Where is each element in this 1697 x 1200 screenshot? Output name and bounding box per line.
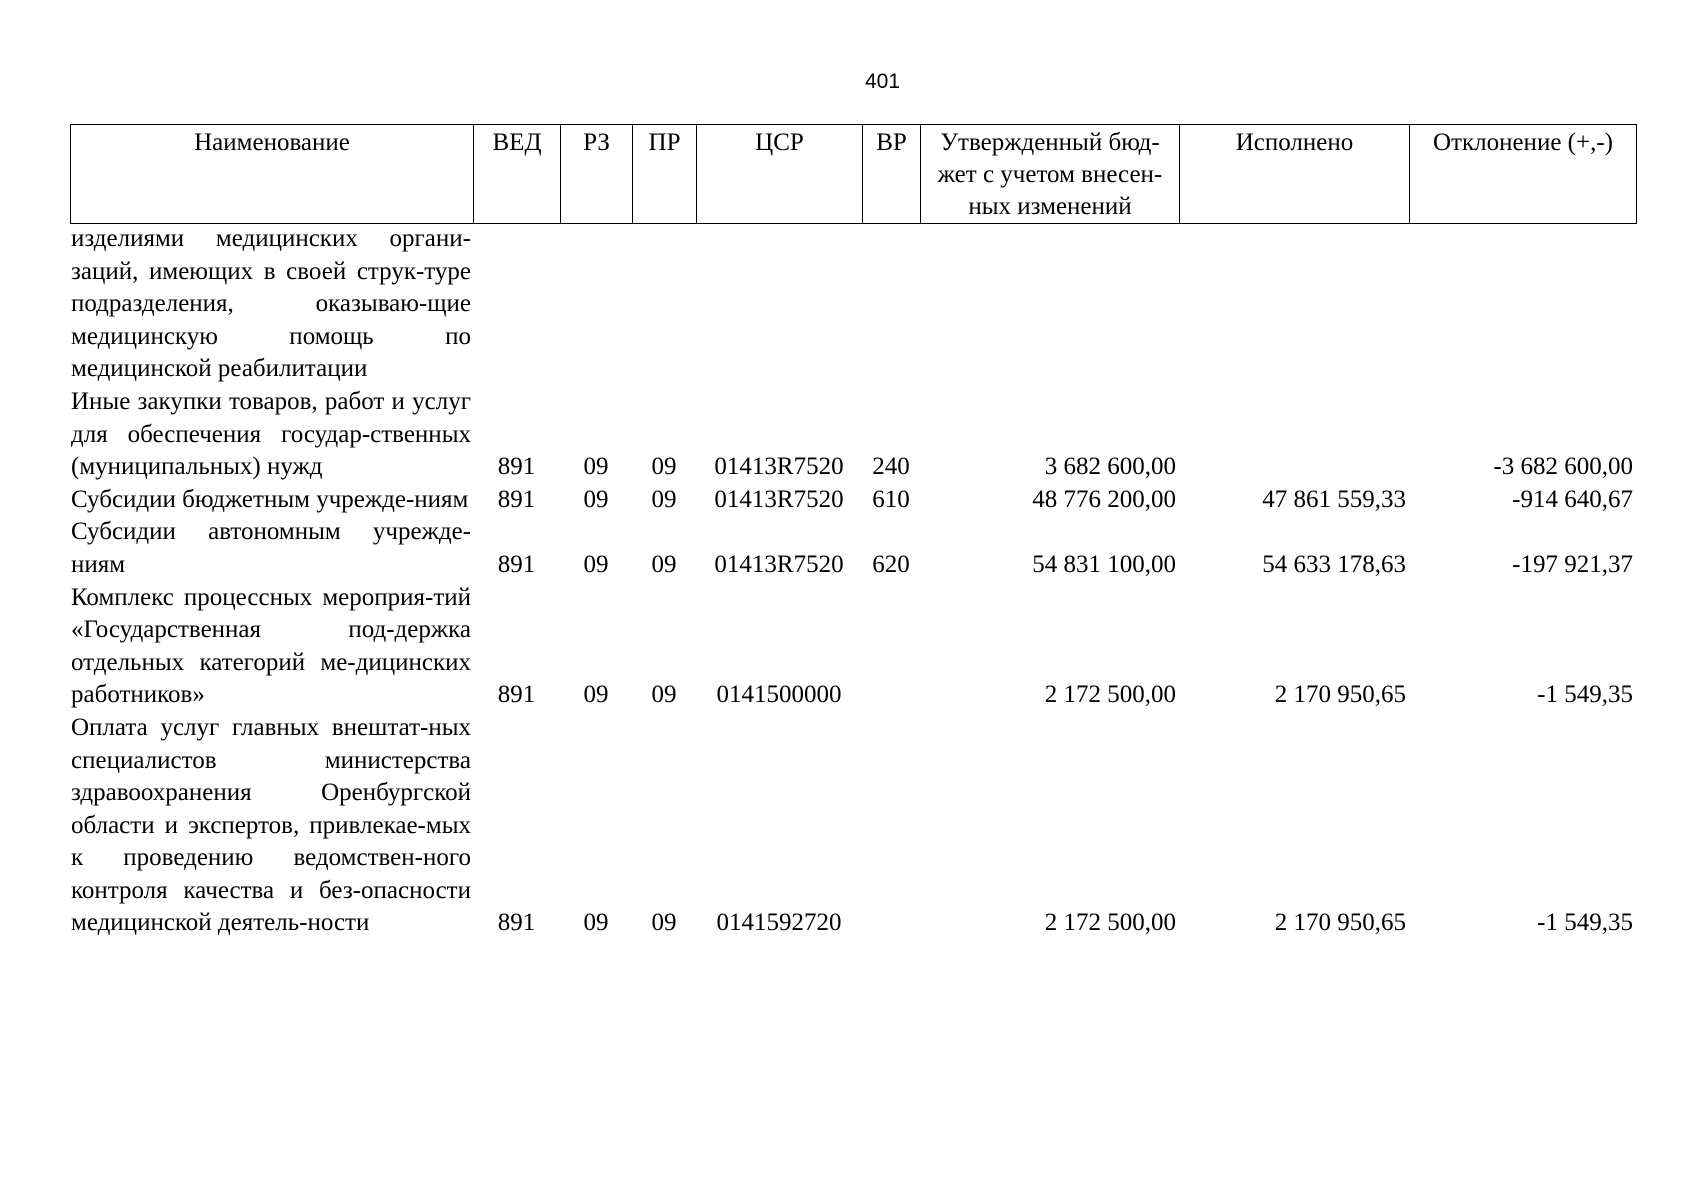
cell-vr: 610 xyxy=(872,485,910,513)
header-approved: Утвержденный бюд-жет с учетом внесен-ных изменений xyxy=(921,125,1180,224)
table-row xyxy=(70,223,1636,386)
cell-rz: 09 xyxy=(583,550,609,578)
cell-executed: 2 170 950,65 xyxy=(1274,909,1406,937)
cell-approved xyxy=(920,223,1179,386)
cell-deviation xyxy=(1409,223,1636,386)
cell-pr: 09 xyxy=(651,550,677,578)
cell-approved: 48 776 200,00 xyxy=(1032,485,1176,513)
cell-approved: 54 831 100,00 xyxy=(1032,550,1176,578)
table-row xyxy=(70,712,1636,940)
cell-executed: 2 170 950,65 xyxy=(1274,681,1406,709)
cell-executed: 47 861 559,33 xyxy=(1262,485,1406,513)
cell-csr: 01413R7520 xyxy=(714,550,844,578)
header-pr: ПР xyxy=(633,125,697,224)
cell-ved: 891 xyxy=(497,681,536,709)
cell-vr xyxy=(862,582,920,712)
header-executed: Исполнено xyxy=(1180,125,1410,224)
page-number: 401 xyxy=(864,70,901,93)
cell-rz: 09 xyxy=(583,681,609,709)
cell-pr: 09 xyxy=(651,681,677,709)
header-deviation: Отклонение (+,-) xyxy=(1410,125,1637,224)
cell-executed xyxy=(1179,386,1409,484)
cell-deviation: -914 640,67 xyxy=(1512,485,1633,513)
cell-csr xyxy=(696,223,862,386)
cell-deviation: -3 682 600,00 xyxy=(1493,453,1633,481)
cell-rz: 09 xyxy=(583,485,609,513)
cell-deviation: -1 549,35 xyxy=(1537,909,1633,937)
cell-name: Комплекс процессных мероприя-тий «Государственная под-держка отдельных категорий ме-дицинских работников» xyxy=(71,583,471,709)
cell-approved: 3 682 600,00 xyxy=(1044,453,1176,481)
cell-executed: 54 633 178,63 xyxy=(1262,550,1406,578)
cell-csr: 0141500000 xyxy=(716,681,842,709)
cell-vr xyxy=(862,712,920,940)
cell-executed xyxy=(1179,223,1409,386)
cell-deviation: -197 921,37 xyxy=(1512,550,1633,578)
cell-ved: 891 xyxy=(497,453,536,481)
cell-pr: 09 xyxy=(651,453,677,481)
cell-name: Субсидии бюджетным учрежде-ниям xyxy=(71,485,469,513)
cell-rz: 09 xyxy=(583,453,609,481)
cell-rz xyxy=(560,223,632,386)
cell-name: Иные закупки товаров, работ и услуг для обеспечения государ-ственных (муниципальных) нужд xyxy=(71,387,471,481)
cell-vr xyxy=(862,223,920,386)
table-row xyxy=(70,582,1636,712)
cell-csr: 0141592720 xyxy=(716,909,842,937)
header-vr: ВР xyxy=(863,125,921,224)
table-row xyxy=(70,386,1636,484)
table-row xyxy=(70,484,1636,517)
header-name: Наименование xyxy=(71,125,474,224)
cell-ved xyxy=(473,223,560,386)
cell-vr: 240 xyxy=(872,453,910,481)
cell-name: Оплата услуг главных внештат-ных специалистов министерства здравоохранения Оренбургской области и экспертов, привлекае-мых к проведению ведомствен-ного контроля качества и без-опасности медицинской деятель-ности xyxy=(71,713,471,937)
header-ved: ВЕД xyxy=(474,125,561,224)
cell-rz: 09 xyxy=(583,909,609,937)
cell-name: изделиями медицинских органи-заций, имеющих в своей струк-туре подразделения, оказываю-щие медицинскую помощь по медицинской реабилитации xyxy=(71,225,471,383)
table-body xyxy=(70,223,1636,940)
table-row xyxy=(70,516,1636,581)
header-rz: РЗ xyxy=(561,125,633,224)
cell-pr: 09 xyxy=(651,909,677,937)
cell-deviation: -1 549,35 xyxy=(1537,681,1633,709)
cell-ved: 891 xyxy=(497,909,536,937)
cell-pr xyxy=(632,223,696,386)
cell-csr: 01413R7520 xyxy=(714,453,844,481)
cell-vr: 620 xyxy=(872,550,910,578)
cell-pr: 09 xyxy=(651,485,677,513)
table-header xyxy=(70,124,1637,224)
cell-ved: 891 xyxy=(497,485,536,513)
cell-approved: 2 172 500,00 xyxy=(1044,909,1176,937)
cell-name: Субсидии автономным учрежде-ниям xyxy=(71,518,471,578)
cell-approved: 2 172 500,00 xyxy=(1044,681,1176,709)
cell-csr: 01413R7520 xyxy=(714,485,844,513)
header-csr: ЦСР xyxy=(697,125,863,224)
cell-ved: 891 xyxy=(497,550,536,578)
